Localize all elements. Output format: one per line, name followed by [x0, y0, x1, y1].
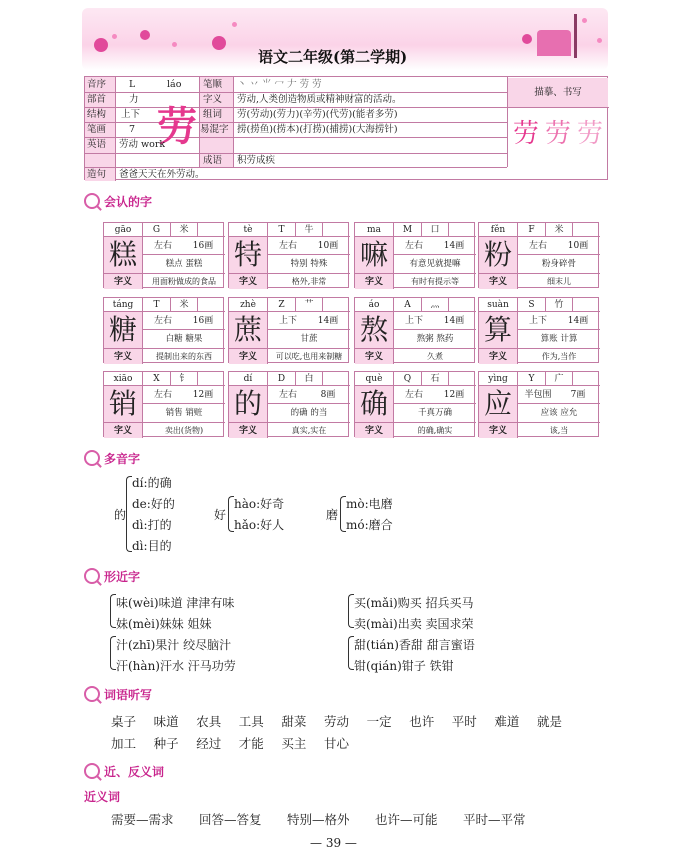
- card-pinyin: gāo: [104, 223, 142, 237]
- card-words: 白糖 糖果: [142, 330, 225, 348]
- magnifier-icon: [84, 193, 100, 209]
- magnifier-icon: [84, 686, 100, 702]
- duoyin-item: mò:电磨: [346, 497, 393, 511]
- tingxie-word: 味道: [153, 714, 179, 729]
- card-strokes: 12画: [443, 390, 465, 400]
- yingyu-value: 劳动 work: [119, 139, 166, 150]
- card-strokes: 14画: [443, 316, 465, 326]
- card-character: 粉: [479, 237, 517, 273]
- card-pinyin: suàn: [479, 298, 517, 312]
- tingxie-word: 桌子: [111, 714, 137, 729]
- decor-dot: [172, 42, 177, 47]
- card-bushou: 广: [545, 372, 572, 386]
- card-structure-row: [267, 237, 350, 255]
- card-bushou: 米: [545, 223, 572, 237]
- section-title: 形近字: [104, 569, 141, 584]
- duoyin-item: dì:打的: [132, 518, 172, 532]
- tingxie-word: 平时: [451, 714, 477, 729]
- card-definition: 可以吃,也用来制糖: [267, 348, 350, 364]
- duoyin-item: de:好的: [132, 497, 175, 511]
- card-definition: 作为,当作: [517, 348, 600, 364]
- section-title: 近、反义词: [104, 764, 165, 779]
- card-pinyin: táng: [104, 298, 142, 312]
- card-blank: [572, 223, 600, 237]
- card-pinyin: dí: [229, 372, 267, 386]
- xingjin-item: 钳(qián)钳子 铁钳: [354, 659, 454, 673]
- card-structure-row: [267, 312, 350, 330]
- card-ziyi-label: 字义: [229, 273, 267, 289]
- card-definition: 细末儿: [517, 273, 600, 289]
- card-strokes: 16画: [192, 241, 214, 251]
- card-structure-row: [267, 386, 350, 404]
- card-character: 销: [104, 386, 142, 422]
- magnifier-icon: [84, 763, 100, 779]
- zuci-value: 劳(劳动)(劳力)(辛劳)(代劳)(能者多劳): [237, 109, 398, 120]
- card-structure: 左右: [278, 390, 297, 400]
- section-duoyin: [84, 449, 140, 467]
- card-yinxu: D: [267, 372, 295, 386]
- word-card: [228, 297, 349, 363]
- card-structure: 左右: [153, 316, 172, 326]
- card-structure: 上下: [404, 316, 423, 326]
- card-structure: 左右: [153, 390, 172, 400]
- decor-dot: [112, 34, 117, 39]
- card-structure: 半包围: [524, 390, 552, 400]
- card-strokes: 16画: [192, 316, 214, 326]
- card-ziyi-label: 字义: [104, 422, 142, 438]
- section-xingjin: [84, 567, 140, 585]
- card-strokes: 7画: [570, 390, 586, 400]
- xingjin-item: 卖(mài)出卖 卖国求荣: [354, 617, 474, 631]
- card-bushou: 艹: [295, 298, 322, 312]
- word-card: [103, 297, 224, 363]
- card-words: 应该 应允: [517, 404, 600, 422]
- card-strokes: 8画: [320, 390, 336, 400]
- card-definition: 格外,非常: [267, 273, 350, 289]
- label-bishun: 笔顺: [203, 79, 223, 90]
- card-words: 糕点 蛋糕: [142, 255, 225, 273]
- label-yinxu: 音序: [87, 79, 107, 90]
- card-ziyi-label: 字义: [229, 348, 267, 364]
- card-character: 特: [229, 237, 267, 273]
- card-blank: [322, 298, 350, 312]
- card-character: 嘛: [355, 237, 393, 273]
- jinyi-label: 近义词: [84, 790, 121, 804]
- card-structure-row: [142, 237, 225, 255]
- label-zaoju: 造句: [87, 169, 107, 180]
- section-huiren: [84, 192, 152, 210]
- card-strokes: 14画: [443, 241, 465, 251]
- word-card: [478, 297, 599, 363]
- label-yingyu: 英语: [87, 139, 107, 150]
- card-yinxu: Z: [267, 298, 295, 312]
- card-blank: [448, 372, 476, 386]
- word-card: [478, 222, 599, 288]
- tingxie-word: 工具: [238, 714, 264, 729]
- magnifier-icon: [84, 450, 100, 466]
- card-words: 的确 的当: [267, 404, 350, 422]
- card-pinyin: fěn: [479, 223, 517, 237]
- card-definition: 用面粉做成的食品: [142, 273, 225, 289]
- jinyi-pair: 回答—答复: [199, 812, 262, 827]
- card-character: 熬: [355, 312, 393, 348]
- duoyin-item: hǎo:好人: [234, 518, 285, 532]
- card-character: 蔗: [229, 312, 267, 348]
- card-bushou: 灬: [421, 298, 448, 312]
- card-definition: 有时有提示等: [393, 273, 476, 289]
- label-zuci: 组词: [203, 109, 223, 120]
- card-blank: [448, 298, 476, 312]
- card-yinxu: T: [142, 298, 170, 312]
- word-card: [354, 371, 475, 437]
- card-pinyin: què: [355, 372, 393, 386]
- card-blank: [572, 298, 600, 312]
- card-yinxu: T: [267, 223, 295, 237]
- card-structure: 上下: [528, 316, 547, 326]
- tingxie-word: 才能: [238, 736, 264, 751]
- card-blank: [322, 372, 350, 386]
- decor-dot: [232, 22, 237, 27]
- card-bushou: 米: [170, 298, 197, 312]
- card-strokes: 12画: [192, 390, 214, 400]
- card-structure-row: [517, 386, 600, 404]
- card-bushou: 口: [421, 223, 448, 237]
- label-chengyu: 成语: [203, 155, 223, 166]
- decor-dot: [597, 38, 602, 43]
- ziyi-value: 劳动,人类创造物质或精神财富的活动。: [237, 94, 402, 105]
- card-yinxu: M: [393, 223, 421, 237]
- card-words: 粉身碎骨: [517, 255, 600, 273]
- word-card: [228, 371, 349, 437]
- card-words: 千真万确: [393, 404, 476, 422]
- card-structure: 左右: [404, 390, 423, 400]
- card-structure-row: [393, 312, 476, 330]
- trace-label: 描摹、书写: [508, 78, 608, 107]
- decor-dot: [582, 18, 587, 23]
- card-ziyi-label: 字义: [355, 273, 393, 289]
- duoyin-item: dí:的确: [132, 476, 172, 490]
- tingxie-word: 一定: [366, 714, 392, 729]
- tingxie-word: 经过: [196, 736, 222, 751]
- house-icon: [537, 30, 571, 56]
- card-blank: [197, 298, 225, 312]
- tingxie-word: 农具: [196, 714, 222, 729]
- card-ziyi-label: 字义: [479, 348, 517, 364]
- page-title: 语文二年级(第二学期): [258, 48, 408, 66]
- card-words: 特别 特殊: [267, 255, 350, 273]
- tingxie-word: 劳动: [324, 714, 350, 729]
- yinxu-value: L: [129, 79, 136, 90]
- trace-char: 劳: [513, 119, 540, 149]
- card-blank: [197, 223, 225, 237]
- xingjin-item: 汗(hàn)汗水 汗马功劳: [116, 659, 236, 673]
- xingjin-item: 妹(mèi)妹妹 姐妹: [116, 617, 212, 631]
- tingxie-word: 加工: [111, 736, 137, 751]
- card-ziyi-label: 字义: [104, 273, 142, 289]
- card-ziyi-label: 字义: [355, 422, 393, 438]
- card-bushou: 白: [295, 372, 322, 386]
- magnifier-icon: [84, 568, 100, 584]
- zaoju-value: 爸爸天天在外劳动。: [119, 169, 205, 180]
- card-strokes: 10画: [567, 241, 589, 251]
- word-card: [103, 371, 224, 437]
- word-card: [103, 222, 224, 288]
- card-yinxu: X: [142, 372, 170, 386]
- card-structure: 左右: [153, 241, 172, 251]
- card-pinyin: tè: [229, 223, 267, 237]
- card-character: 的: [229, 386, 267, 422]
- tingxie-word: 就是: [537, 714, 563, 729]
- card-words: 甘蔗: [267, 330, 350, 348]
- card-yinxu: Y: [517, 372, 545, 386]
- card-character: 糕: [104, 237, 142, 273]
- xingjin-item: 汁(zhī)果汁 绞尽脑汁: [116, 638, 232, 652]
- flower-icon: [522, 34, 532, 44]
- tingxie-word: 种子: [153, 736, 179, 751]
- card-character: 应: [479, 386, 517, 422]
- card-ziyi-label: 字义: [104, 348, 142, 364]
- jiegou-value: 上下: [121, 109, 141, 120]
- yicuozi-value: 捞(捞鱼)(捞本)(打捞)(捕捞)(大海捞针): [237, 124, 398, 135]
- tingxie-word: 甜菜: [281, 714, 307, 729]
- card-definition: 卖出(货物): [142, 422, 225, 438]
- xingjin-item: 味(wèi)味道 津津有味: [116, 596, 235, 610]
- bishun-value: 丶 丷 ⺌ 冖 𠂇 劳 劳: [237, 79, 322, 90]
- card-structure: 左右: [278, 241, 297, 251]
- bushou-value: 力: [129, 94, 139, 105]
- label-bushou: 部首: [87, 94, 107, 105]
- card-pinyin: áo: [355, 298, 393, 312]
- label-yicuozi: 易混字: [200, 124, 229, 135]
- word-card: [354, 297, 475, 363]
- chengyu-value: 积劳成疾: [237, 155, 276, 166]
- card-pinyin: xiāo: [104, 372, 142, 386]
- card-yinxu: Q: [393, 372, 421, 386]
- card-character: 确: [355, 386, 393, 422]
- tingxie-word: 买主: [281, 736, 307, 751]
- card-structure: 上下: [278, 316, 297, 326]
- section-title: 会认的字: [104, 194, 153, 209]
- card-character: 糖: [104, 312, 142, 348]
- card-structure-row: [142, 312, 225, 330]
- card-ziyi-label: 字义: [479, 422, 517, 438]
- jinyi-pair: 平时—平常: [463, 812, 526, 827]
- card-words: 有意见就提嘛: [393, 255, 476, 273]
- tingxie-word: 也许: [409, 714, 435, 729]
- duoyin-item: dì:目的: [132, 539, 172, 553]
- card-blank: [572, 372, 600, 386]
- card-ziyi-label: 字义: [355, 348, 393, 364]
- section-title: 多音字: [104, 451, 141, 466]
- duoyin-char: 磨: [326, 508, 339, 522]
- xingjin-item: 买(mǎi)购买 招兵买马: [354, 596, 474, 610]
- card-yinxu: S: [517, 298, 545, 312]
- tingxie-word: 难道: [494, 714, 520, 729]
- card-structure-row: [142, 386, 225, 404]
- label-ziyi: 字义: [203, 94, 223, 105]
- card-blank: [448, 223, 476, 237]
- card-strokes: 14画: [317, 316, 339, 326]
- page-number: — 39 —: [310, 836, 357, 850]
- card-definition: 提制出来的东西: [142, 348, 225, 364]
- word-card: [354, 222, 475, 288]
- card-structure-row: [393, 237, 476, 255]
- card-structure-row: [517, 312, 600, 330]
- card-words: 算账 计算: [517, 330, 600, 348]
- xingjin-item: 甜(tián)香甜 甜言蜜语: [354, 638, 475, 652]
- card-strokes: 10画: [317, 241, 339, 251]
- card-structure: 左右: [528, 241, 547, 251]
- duoyin-item: hào:好奇: [234, 497, 285, 511]
- character-info-table: [84, 76, 608, 180]
- card-pinyin: yìng: [479, 372, 517, 386]
- section-tingxie: [84, 685, 152, 703]
- card-words: 熬粥 熬药: [393, 330, 476, 348]
- trace-char: 劳: [577, 119, 604, 149]
- card-definition: 久煮: [393, 348, 476, 364]
- card-yinxu: G: [142, 223, 170, 237]
- main-character: 劳: [157, 103, 197, 150]
- card-definition: 的确,确实: [393, 422, 476, 438]
- card-blank: [322, 223, 350, 237]
- card-bushou: 竹: [545, 298, 572, 312]
- jinyi-pair: 也许—可能: [375, 812, 438, 827]
- flower-icon: [212, 36, 226, 50]
- jinyi-pair: 特别—格外: [287, 812, 350, 827]
- flower-icon: [140, 30, 150, 40]
- card-bushou: 米: [170, 223, 197, 237]
- card-strokes: 14画: [567, 316, 589, 326]
- page-header: [82, 8, 608, 70]
- duoyin-char: 好: [214, 508, 227, 522]
- flower-icon: [94, 38, 108, 52]
- tingxie-word: 甘心: [324, 736, 350, 751]
- card-bushou: 石: [421, 372, 448, 386]
- tree-icon: [574, 14, 577, 58]
- card-structure-row: [517, 237, 600, 255]
- card-ziyi-label: 字义: [229, 422, 267, 438]
- jinyi-pair: 需要—需求: [111, 812, 174, 827]
- pinyin-value: láo: [167, 79, 182, 90]
- bihua-value: 7: [129, 124, 136, 135]
- card-definition: 真实,实在: [267, 422, 350, 438]
- card-pinyin: zhè: [229, 298, 267, 312]
- card-bushou: 牛: [295, 223, 322, 237]
- card-structure: 左右: [404, 241, 423, 251]
- card-words: 销售 销赃: [142, 404, 225, 422]
- section-title: 词语听写: [104, 687, 153, 702]
- word-card: [478, 371, 599, 437]
- card-ziyi-label: 字义: [479, 273, 517, 289]
- card-definition: 该,当: [517, 422, 600, 438]
- label-jiegou: 结构: [87, 109, 107, 120]
- label-bihua: 笔画: [87, 124, 107, 135]
- card-bushou: 钅: [170, 372, 197, 386]
- card-structure-row: [393, 386, 476, 404]
- card-character: 算: [479, 312, 517, 348]
- word-card: [228, 222, 349, 288]
- duoyin-char: 的: [114, 508, 127, 522]
- card-pinyin: ma: [355, 223, 393, 237]
- duoyin-item: mó:磨合: [346, 518, 393, 532]
- card-yinxu: F: [517, 223, 545, 237]
- trace-char: 劳: [545, 119, 572, 149]
- card-blank: [197, 372, 225, 386]
- card-yinxu: A: [393, 298, 421, 312]
- section-jinfan: [84, 762, 164, 780]
